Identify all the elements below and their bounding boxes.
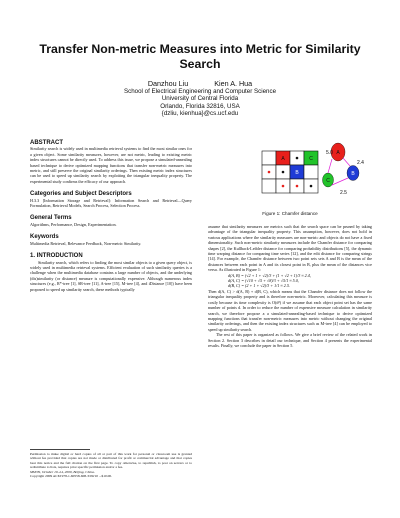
equation-3: d(B, C) = (2 + 1 + √2)/3 + 1/1 ≈ 2.5. — [228, 283, 290, 289]
weight-right: 2.4 — [357, 160, 364, 166]
abstract-heading: ABSTRACT — [30, 140, 63, 146]
affiliation: School of Electrical Engineering and Computer Science — [123, 87, 277, 95]
terms-heading: General Terms — [30, 215, 72, 222]
node-c-label: C — [326, 178, 330, 184]
node-a-label: A — [336, 150, 340, 156]
label-a: A — [281, 156, 285, 162]
equation-2: d(A, C) = (√10 + √5 + √8)/3 + √5/1 ≈ 5.0, — [228, 278, 299, 284]
footnote-rule — [30, 449, 90, 450]
equation-1: d(A, B) = (√2 + 1 + √2)/3 + (1 + √2 + 1)/3 ≈ 2.4, — [228, 272, 311, 278]
categories-text: H.3.3 [Information Storage and Retrieval]: Information Search and Retrieval—Query Formulation, Retrieval Models, Search Process, Selection Process. — [30, 197, 192, 209]
copyright-text: Permission to make digital or hard copies of all or part of this work for personal or classroom use is granted without fee provided that copies are not made or distributed for profit or commercial advantage and that copies bear this notice and the full citation on the first page. To copy otherwise, to republish, to post on servers or to redistribute to lists, requires prior specific permission and/or a fee. — [30, 452, 192, 470]
email: {dzliu, kienhua}@cs.ucf.edu — [161, 110, 239, 118]
location: Orlando, Florida 32816, USA — [160, 102, 240, 110]
author-1: Danzhou Liu — [147, 79, 189, 88]
terms-text: Algorithms, Performance, Design, Experimentation. — [30, 221, 117, 227]
label-c: C — [309, 156, 313, 162]
figure-caption: Figure 1: Chamfer distance — [262, 211, 318, 216]
author-block — [20, 80, 380, 118]
right-column — [208, 224, 372, 348]
categories-heading: Categories and Subject Descriptors — [30, 191, 132, 198]
paper-title: Transfer Non-metric Measures into Metric for Similarity Search — [39, 42, 361, 71]
keywords-text: Multimedia Retrieval, Relevance Feedback, Non-metric Similarity. — [30, 240, 142, 246]
rights-text: Copyright 2009 ACM 978-1-60558-608-3/09/10 ...$10.00. — [30, 474, 112, 479]
node-b-label: B — [351, 171, 355, 177]
university: University of Central Florida — [161, 95, 239, 103]
label-b: B — [295, 170, 299, 176]
author-names — [20, 80, 380, 87]
intro-heading: 1. INTRODUCTION — [30, 253, 83, 260]
author-2: Kien A. Hua — [214, 79, 253, 88]
left-column — [30, 141, 192, 292]
right-para-1: assume that similarity measures are metrics such that the search space can be pruned by taking advantage of the triangular inequality property. This assumption, however, does not hold in various applications where the similarity measures are non-metric and objects do not have a fixed dimensionality. Such non-metric similarity measures include the Chamfer distance for comparing shapes [2], the Kullback-Leibler distance for comparing probability distributions [5], the dynamic time warping distance for comparing time series [12], and the edit distance for comparing strings [14]. For example, the Chamfer distance between two point sets sets A and B is the mean of the distances between each point in A and its closest point in B, plus the mean of the distances vice versa. As illustrated in Figure 1: — [208, 224, 372, 273]
right-para-3: The rest of this paper is organized as follows. We give a brief review of the related work in Section 2. Section 3 describes in detail our technique, and Section 4 presents the experimental results. Finally, we conclude the paper in Section 5. — [208, 332, 372, 348]
keywords-heading: Keywords — [30, 234, 59, 241]
weight-top: 5.0 — [326, 150, 333, 156]
intro-text: Similarity search, which refers to finding the most similar objects to a given query object, is widely used in multimedia retrieval systems. Efficient evaluation of such similarity queries is a challenge when the multimedia database contains a large number of objects, and the underlying (dis)similarity (or distance) measure is computationally expensive. Although numerous index structures (e.g., R*-tree [1], SR-tree [11], A-tree [15], M-tree [4], and iDistance [10]) have been proposed to speed up similarity search, these methods typically — [30, 259, 192, 292]
abstract-text: Similarity search is widely used in multimedia retrieval systems to find the most similar ones for a given object. Some similarity measures, however, are not metric, leading to existing metric index structures cannot be directly used. To address this issue, we propose a simulated-annealing based technique to derive optimized mapping functions that transfer non-metric measures into metric, and still preserve the original similarity orderings. Then existing metric index structures can be used to speed up similarity search by exploiting the triangular inequality property. The experimental study confirms the efficacy of our approach. — [30, 146, 192, 184]
right-para-2: Then d(A, C) > d(A, B) + d(B, C), which means that the Chamfer distance does not follow the triangular inequality property and is therefore non-metric. Moreover, calculating this measure is costly because its time complexity is O(d²) if we assume that each object point set has the same number of points d. In order to reduce the number of expensive measure calculation in similarity search, we therefore propose a a simulated-annealing-based technique to derive optimized mapping functions that transfer non-metric measures into metric without changing the original similarity orderings, and then the existing index structures such as M-tree [4] can be employed to speed up similarity search. — [208, 288, 372, 332]
venue-text: MM'09, October 19–24, 2009, Beijing, China. — [30, 469, 95, 474]
copyright-block — [30, 449, 192, 478]
weight-bottom: 2.5 — [340, 190, 347, 196]
chamfer-figure — [260, 140, 365, 208]
